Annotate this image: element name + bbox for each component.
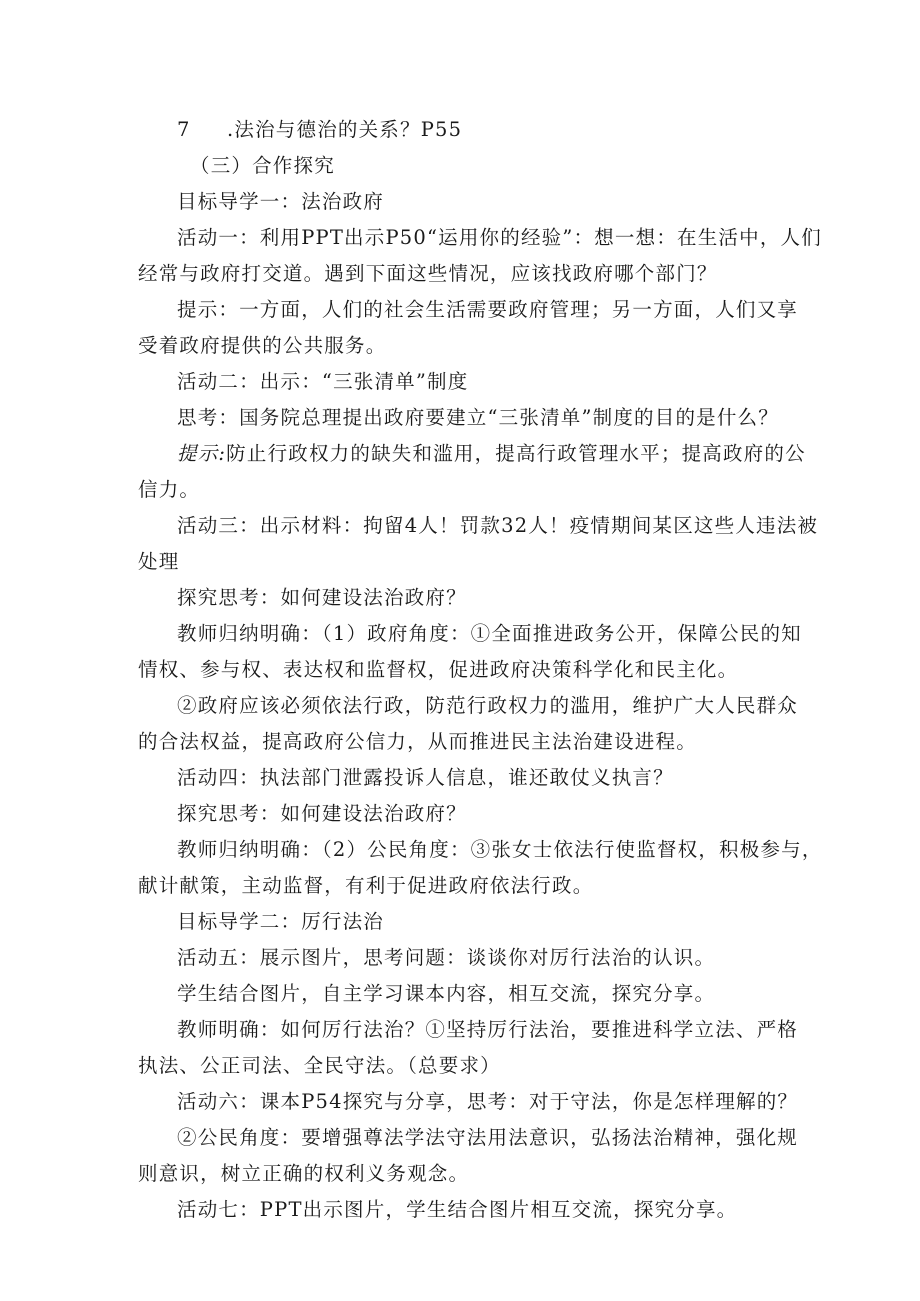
hint-label: 提示: (177, 442, 227, 465)
paragraph-line: 探究思考：如何建设法治政府？ (177, 586, 467, 609)
paragraph-line: 执法、公正司法、全民守法。（总要求） (138, 1054, 501, 1077)
paragraph-line: 情权、参与权、表达权和监督权，促进政府决策科学化和民主化。 (138, 658, 739, 681)
paragraph-line: 教师归纳明确：（2）公民角度：③张女士依法行使监督权，积极参与， (177, 838, 823, 861)
paragraph-line: 活动一：利用PPT出示P50“运用你的经验”：想一想：在生活中，人们 (177, 226, 822, 249)
paragraph-line: 活动四：执法部门泄露投诉人信息，谁还敢仗义执言？ (177, 766, 674, 789)
item-text: .法治与德治的关系？P55 (227, 118, 463, 141)
question-7 (177, 117, 832, 143)
paragraph-line: 思考：国务院总理提出政府要建立“三张清单”制度的目的是什么？ (177, 406, 779, 429)
paragraph-line: 活动三：出示材料：拘留4人！罚款32人！疫情期间某区这些人违法被 (177, 514, 819, 537)
paragraph-line: 探究思考：如何建设法治政府？ (177, 802, 467, 825)
paragraph-line: 献计献策，主动监督，有利于促进政府依法行政。 (138, 874, 594, 897)
paragraph-line: 的合法权益，提高政府公信力，从而推进民主法治建设进程。 (138, 730, 697, 753)
paragraph-line: ②政府应该必须依法行政，防范行政权力的滥用，维护广大人民群众 (177, 694, 799, 717)
paragraph-line: 受着政府提供的公共服务。 (138, 334, 387, 357)
section-heading: （三）合作探究 (190, 154, 335, 177)
hint-line (177, 441, 832, 467)
paragraph-line: 处理 (138, 550, 180, 573)
paragraph-line: 经常与政府打交道。遇到下面这些情况，应该找政府哪个部门？ (138, 262, 718, 285)
hint-text: 防止行政权力的缺失和滥用，提高行政管理水平；提高政府的公 (226, 442, 806, 465)
paragraph-line: 活动六：课本P54探究与分享，思考：对于守法，你是怎样理解的？ (177, 1090, 799, 1113)
goal-heading-2: 目标导学二：厉行法治 (177, 910, 385, 933)
paragraph-line: 活动七：PPT出示图片，学生结合图片相互交流，探究分享。 (177, 1198, 738, 1221)
paragraph-line: ②公民角度：要增强尊法学法守法用法意识，弘扬法治精神，强化规 (177, 1126, 799, 1149)
paragraph-line: 则意识，树立正确的权利义务观念。 (138, 1162, 470, 1185)
paragraph-line: 学生结合图片，自主学习课本内容，相互交流，探究分享。 (177, 982, 716, 1005)
goal-heading-1: 目标导学一：法治政府 (177, 190, 385, 213)
item-number: 7 (177, 118, 191, 141)
paragraph-line: 活动二：出示：“三张清单”制度 (177, 370, 469, 393)
paragraph-line: 教师明确：如何厉行法治？①坚持厉行法治，要推进科学立法、严格 (177, 1018, 799, 1041)
paragraph-line: 教师归纳明确：（1）政府角度：①全面推进政务公开，保障公民的知 (177, 622, 802, 645)
paragraph-line: 提示：一方面，人们的社会生活需要政府管理；另一方面，人们又享 (177, 298, 799, 321)
paragraph-line: 活动五：展示图片，思考问题：谈谈你对厉行法治的认识。 (177, 946, 716, 969)
paragraph-line: 信力。 (138, 478, 201, 501)
